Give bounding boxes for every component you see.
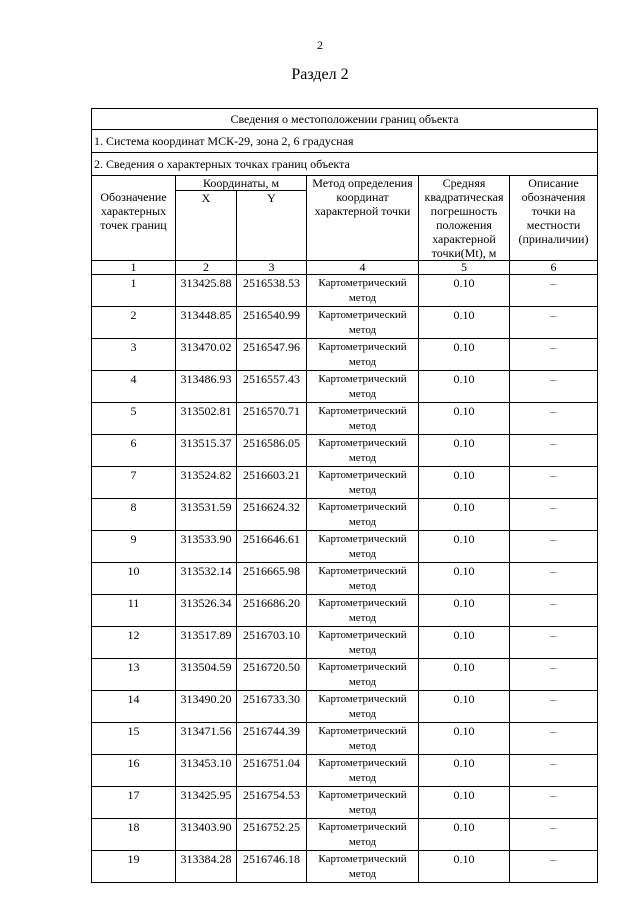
method-text-line2: метод xyxy=(348,324,377,336)
method-text-line2: метод xyxy=(348,452,377,464)
x-coordinate-cell: 313470.02 xyxy=(176,339,237,371)
description-cell: – xyxy=(510,691,598,723)
method-text-line1: Картометрический xyxy=(318,437,407,449)
y-coordinate-cell: 2516646.61 xyxy=(237,531,307,563)
table-title: Сведения о местоположении границ объекта xyxy=(92,109,598,130)
y-coordinate-cell: 2516720.50 xyxy=(237,659,307,691)
x-coordinate-cell: 313502.81 xyxy=(176,403,237,435)
method-text-line1: Картометрический xyxy=(318,757,407,769)
method-text-line1: Картометрический xyxy=(318,565,407,577)
description-cell: – xyxy=(510,403,598,435)
y-coordinate-cell: 2516733.30 xyxy=(237,691,307,723)
x-coordinate-cell: 313526.34 xyxy=(176,595,237,627)
x-coordinate-cell: 313532.14 xyxy=(176,563,237,595)
error-cell: 0.10 xyxy=(419,339,510,371)
page-number: 2 xyxy=(317,38,323,52)
method-text-line2: метод xyxy=(348,644,377,656)
method-cell xyxy=(307,851,419,883)
y-coordinate-cell: 2516746.18 xyxy=(237,851,307,883)
table-row xyxy=(92,371,598,403)
method-text-line1: Картометрический xyxy=(318,341,407,353)
y-coordinate-cell: 2516586.05 xyxy=(237,435,307,467)
x-coordinate-cell: 313403.90 xyxy=(176,819,237,851)
table-row xyxy=(92,627,598,659)
y-coordinate-cell: 2516603.21 xyxy=(237,467,307,499)
method-text-line1: Картометрический xyxy=(318,373,407,385)
y-coordinate-cell: 2516752.25 xyxy=(237,819,307,851)
table-row xyxy=(92,851,598,883)
method-text-line1: Картометрический xyxy=(318,277,407,289)
error-cell: 0.10 xyxy=(419,499,510,531)
table-row xyxy=(92,499,598,531)
error-cell: 0.10 xyxy=(419,851,510,883)
method-text-line2: метод xyxy=(348,356,377,368)
method-cell xyxy=(307,307,419,339)
description-cell: – xyxy=(510,659,598,691)
method-cell xyxy=(307,339,419,371)
table-row xyxy=(92,531,598,563)
method-cell xyxy=(307,371,419,403)
method-text-line1: Картометрический xyxy=(318,725,407,737)
table-row xyxy=(92,307,598,339)
point-number-cell: 12 xyxy=(92,627,176,659)
method-cell xyxy=(307,691,419,723)
table-row xyxy=(92,819,598,851)
method-text-line1: Картометрический xyxy=(318,693,407,705)
error-cell: 0.10 xyxy=(419,435,510,467)
x-coordinate-cell: 313490.20 xyxy=(176,691,237,723)
description-cell: – xyxy=(510,339,598,371)
description-cell: – xyxy=(510,275,598,307)
x-coordinate-cell: 313425.88 xyxy=(176,275,237,307)
y-coordinate-cell: 2516665.98 xyxy=(237,563,307,595)
error-cell: 0.10 xyxy=(419,531,510,563)
point-number-cell: 17 xyxy=(92,787,176,819)
error-cell: 0.10 xyxy=(419,819,510,851)
y-coordinate-cell: 2516540.99 xyxy=(237,307,307,339)
point-number-cell: 5 xyxy=(92,403,176,435)
error-cell: 0.10 xyxy=(419,723,510,755)
y-coordinate-cell: 2516744.39 xyxy=(237,723,307,755)
point-number-cell: 18 xyxy=(92,819,176,851)
method-cell xyxy=(307,659,419,691)
method-text-line2: метод xyxy=(348,292,377,304)
header-error-text: Средняя квадратическая погрешность положения характерной точки(Mt), м xyxy=(424,176,504,260)
x-coordinate-cell: 313517.89 xyxy=(176,627,237,659)
table-row xyxy=(92,339,598,371)
table-row xyxy=(92,403,598,435)
point-number-cell: 6 xyxy=(92,435,176,467)
method-cell xyxy=(307,755,419,787)
method-text-line2: метод xyxy=(348,868,377,880)
method-text-line2: метод xyxy=(348,580,377,592)
table-row xyxy=(92,563,598,595)
x-coordinate-cell: 313524.82 xyxy=(176,467,237,499)
point-number-cell: 8 xyxy=(92,499,176,531)
error-cell: 0.10 xyxy=(419,467,510,499)
method-text-line2: метод xyxy=(348,836,377,848)
description-cell: – xyxy=(510,595,598,627)
method-cell xyxy=(307,819,419,851)
method-cell xyxy=(307,435,419,467)
table-row xyxy=(92,659,598,691)
method-text-line1: Картометрический xyxy=(318,501,407,513)
table-row xyxy=(92,595,598,627)
method-text-line1: Картометрический xyxy=(318,309,407,321)
method-text-line1: Картометрический xyxy=(318,597,407,609)
coordinate-system-line: 1. Система координат МСК-29, зона 2, 6 градусная xyxy=(92,130,598,153)
description-cell: – xyxy=(510,435,598,467)
error-cell: 0.10 xyxy=(419,563,510,595)
method-text-line1: Картометрический xyxy=(318,789,407,801)
table-row xyxy=(92,467,598,499)
method-text-line2: метод xyxy=(348,420,377,432)
column-number: 3 xyxy=(237,261,307,275)
table-row xyxy=(92,275,598,307)
error-cell: 0.10 xyxy=(419,275,510,307)
x-coordinate-cell: 313384.28 xyxy=(176,851,237,883)
y-coordinate-cell: 2516624.32 xyxy=(237,499,307,531)
method-text-line1: Картометрический xyxy=(318,469,407,481)
y-coordinate-cell: 2516547.96 xyxy=(237,339,307,371)
method-cell xyxy=(307,531,419,563)
point-number-cell: 15 xyxy=(92,723,176,755)
point-number-cell: 10 xyxy=(92,563,176,595)
column-number: 5 xyxy=(419,261,510,275)
x-coordinate-cell: 313486.93 xyxy=(176,371,237,403)
y-coordinate-cell: 2516754.53 xyxy=(237,787,307,819)
x-coordinate-cell: 313515.37 xyxy=(176,435,237,467)
y-coordinate-cell: 2516703.10 xyxy=(237,627,307,659)
error-cell: 0.10 xyxy=(419,691,510,723)
header-designation: Обозначение характерных точек границ xyxy=(92,176,176,261)
method-cell xyxy=(307,403,419,435)
method-cell xyxy=(307,627,419,659)
point-number-cell: 13 xyxy=(92,659,176,691)
boundary-points-table xyxy=(91,108,598,883)
error-cell: 0.10 xyxy=(419,403,510,435)
point-number-cell: 2 xyxy=(92,307,176,339)
method-text-line2: метод xyxy=(348,676,377,688)
table-row xyxy=(92,723,598,755)
method-text-line1: Картометрический xyxy=(318,661,407,673)
description-cell: – xyxy=(510,787,598,819)
method-text-line2: метод xyxy=(348,612,377,624)
column-number: 6 xyxy=(510,261,598,275)
y-coordinate-cell: 2516557.43 xyxy=(237,371,307,403)
method-text-line2: метод xyxy=(348,804,377,816)
point-number-cell: 3 xyxy=(92,339,176,371)
description-cell: – xyxy=(510,531,598,563)
header-x: X xyxy=(176,191,237,261)
method-text-line1: Картометрический xyxy=(318,853,407,865)
method-cell xyxy=(307,275,419,307)
point-number-cell: 9 xyxy=(92,531,176,563)
table-row xyxy=(92,435,598,467)
error-cell: 0.10 xyxy=(419,595,510,627)
method-text-line2: метод xyxy=(348,388,377,400)
error-cell: 0.10 xyxy=(419,627,510,659)
header-y: Y xyxy=(237,191,307,261)
point-number-cell: 19 xyxy=(92,851,176,883)
description-cell: – xyxy=(510,563,598,595)
error-cell: 0.10 xyxy=(419,307,510,339)
method-text-line2: метод xyxy=(348,772,377,784)
table-row xyxy=(92,755,598,787)
point-number-cell: 1 xyxy=(92,275,176,307)
method-text-line2: метод xyxy=(348,740,377,752)
point-number-cell: 16 xyxy=(92,755,176,787)
x-coordinate-cell: 313453.10 xyxy=(176,755,237,787)
error-cell: 0.10 xyxy=(419,659,510,691)
method-text-line1: Картометрический xyxy=(318,821,407,833)
error-cell: 0.10 xyxy=(419,755,510,787)
y-coordinate-cell: 2516570.71 xyxy=(237,403,307,435)
description-cell: – xyxy=(510,627,598,659)
point-number-cell: 14 xyxy=(92,691,176,723)
header-coordinates: Координаты, м xyxy=(176,176,307,191)
method-cell xyxy=(307,595,419,627)
section-title: Раздел 2 xyxy=(291,66,349,83)
x-coordinate-cell: 313448.85 xyxy=(176,307,237,339)
description-cell: – xyxy=(510,723,598,755)
column-number: 2 xyxy=(176,261,237,275)
y-coordinate-cell: 2516751.04 xyxy=(237,755,307,787)
column-number: 4 xyxy=(307,261,419,275)
description-cell: – xyxy=(510,755,598,787)
method-cell xyxy=(307,499,419,531)
points-section-line: 2. Сведения о характерных точках границ объекта xyxy=(92,153,598,176)
point-number-cell: 7 xyxy=(92,467,176,499)
x-coordinate-cell: 313471.56 xyxy=(176,723,237,755)
method-cell xyxy=(307,563,419,595)
header-method: Метод определения координат характерной точки xyxy=(307,176,419,261)
table-row xyxy=(92,691,598,723)
method-text-line2: метод xyxy=(348,708,377,720)
method-text-line1: Картометрический xyxy=(318,533,407,545)
x-coordinate-cell: 313504.59 xyxy=(176,659,237,691)
header-error xyxy=(419,176,510,261)
method-cell xyxy=(307,467,419,499)
table-row xyxy=(92,787,598,819)
point-number-cell: 11 xyxy=(92,595,176,627)
method-text-line2: метод xyxy=(348,484,377,496)
description-cell: – xyxy=(510,499,598,531)
y-coordinate-cell: 2516686.20 xyxy=(237,595,307,627)
method-text-line2: метод xyxy=(348,516,377,528)
error-cell: 0.10 xyxy=(419,787,510,819)
column-number: 1 xyxy=(92,261,176,275)
method-text-line1: Картометрический xyxy=(318,405,407,417)
description-cell: – xyxy=(510,307,598,339)
x-coordinate-cell: 313533.90 xyxy=(176,531,237,563)
point-number-cell: 4 xyxy=(92,371,176,403)
description-cell: – xyxy=(510,819,598,851)
header-description: Описание обозначения точки на местности (приналичии) xyxy=(510,176,598,261)
description-cell: – xyxy=(510,851,598,883)
y-coordinate-cell: 2516538.53 xyxy=(237,275,307,307)
x-coordinate-cell: 313425.95 xyxy=(176,787,237,819)
error-cell: 0.10 xyxy=(419,371,510,403)
method-cell xyxy=(307,723,419,755)
description-cell: – xyxy=(510,467,598,499)
method-text-line2: метод xyxy=(348,548,377,560)
method-cell xyxy=(307,787,419,819)
method-text-line1: Картометрический xyxy=(318,629,407,641)
description-cell: – xyxy=(510,371,598,403)
x-coordinate-cell: 313531.59 xyxy=(176,499,237,531)
